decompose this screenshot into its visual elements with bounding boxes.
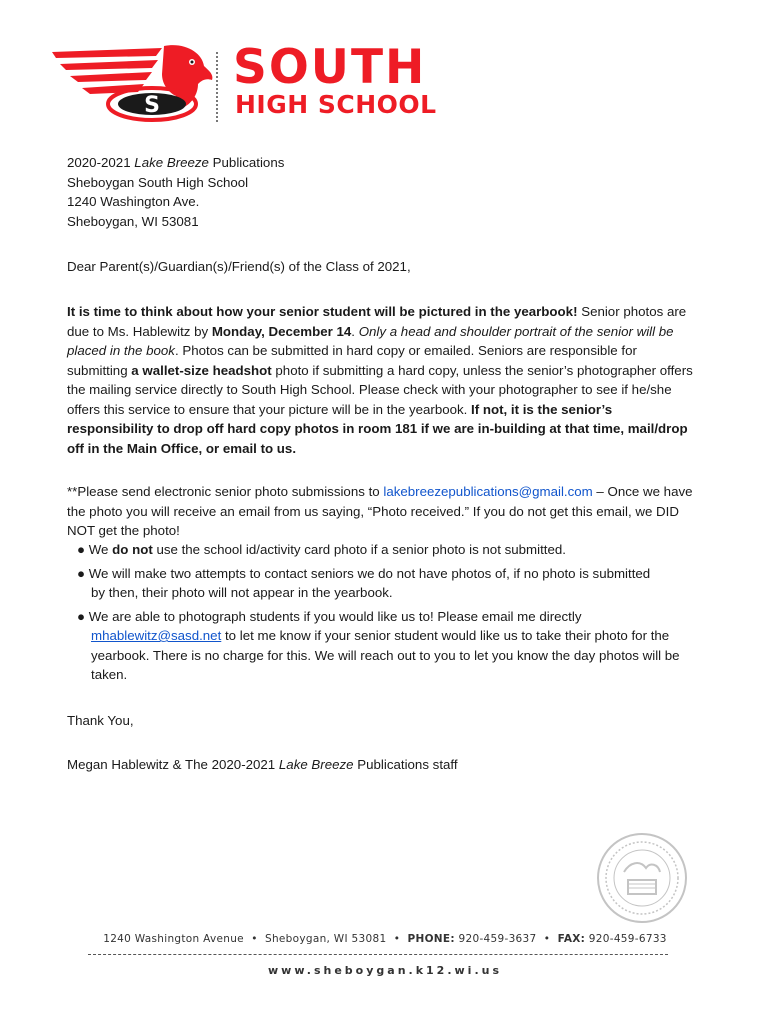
return-address xyxy=(67,153,695,231)
city-line: Sheboygan, WI 53081 xyxy=(67,213,199,229)
logo-divider xyxy=(216,52,218,122)
lakebreeze-email-link[interactable]: lakebreezepublications@gmail.com xyxy=(383,484,593,499)
footer-website: www.sheboygan.k12.wi.us xyxy=(268,964,502,977)
paragraph-deadline: It is time to think about how your senior student will be pictured in the yearbook! Senior photos are due to Ms. Hablewitz by Monday, December 14. Only a head and shoulder portrait of the senior will be placed in the book. Photos can be submitted in hard copy or emailed. Seniors are responsible for submitting a wallet-size headshot photo if submitting a hard copy, unless the senior’s photographer offers the mailing service directly to South High School. Please check with your photographer to see if he/she offers this service to ensure that your picture will be in the yearbook. If not, it is the senior’s responsibility to drop off hard copy photos in room 181 if we are in-building at that time, mail/drop off in the Main Office, or email to us. xyxy=(67,304,693,456)
bullet-list xyxy=(77,540,695,689)
footer-divider xyxy=(88,954,668,955)
list-item: ● We do not use the school id/activity card photo if a senior photo is not submitted. xyxy=(77,542,566,557)
mhablewitz-email-link[interactable]: mhablewitz@sasd.net xyxy=(91,628,222,643)
school-name-south: SOUTH xyxy=(233,40,427,95)
redhawk-logo-icon xyxy=(52,44,222,128)
list-item: ● We are able to photograph students if you would like us to! Please email me directly mhablewitz@sasd.net to let me know if your senior student would like us to take their photo for the yearbook. There is no charge for this. We will reach out to you to let you know the day photos will be taken. xyxy=(77,608,680,682)
logo-letter: S xyxy=(144,93,160,118)
footer-contact: 1240 Washington Avenue • Sheboygan, WI 53081 • PHONE: 920-459-3637 • FAX: 920-459-6733 xyxy=(103,933,667,945)
greeting: Dear Parent(s)/Guardian(s)/Friend(s) of the Class of 2021, xyxy=(67,259,411,274)
school-line: Sheboygan South High School xyxy=(67,174,249,190)
school-name-high-school: HIGH SCHOOL xyxy=(235,90,437,119)
list-item: ● We will make two attempts to contact seniors we do not have photos of, if no photo is submitted by then, their photo will not appear in the yearbook. xyxy=(77,565,651,600)
closing-thanks: Thank You, xyxy=(67,713,134,728)
street-line: 1240 Washington Ave. xyxy=(67,194,200,209)
signature-line: Megan Hablewitz & The 2020-2021 Lake Breeze Publications staff xyxy=(67,757,458,772)
publication-line: 2020-2021 Lake Breeze Publications xyxy=(67,155,285,170)
district-seal-icon xyxy=(596,832,688,924)
paragraph-electronic-submission: **Please send electronic senior photo submissions to lakebreezepublications@gmail.com – Once we have the photo you will receive an email from us saying, “Photo received.” If you do not get this email, we DID NOT get the photo! xyxy=(67,484,693,538)
